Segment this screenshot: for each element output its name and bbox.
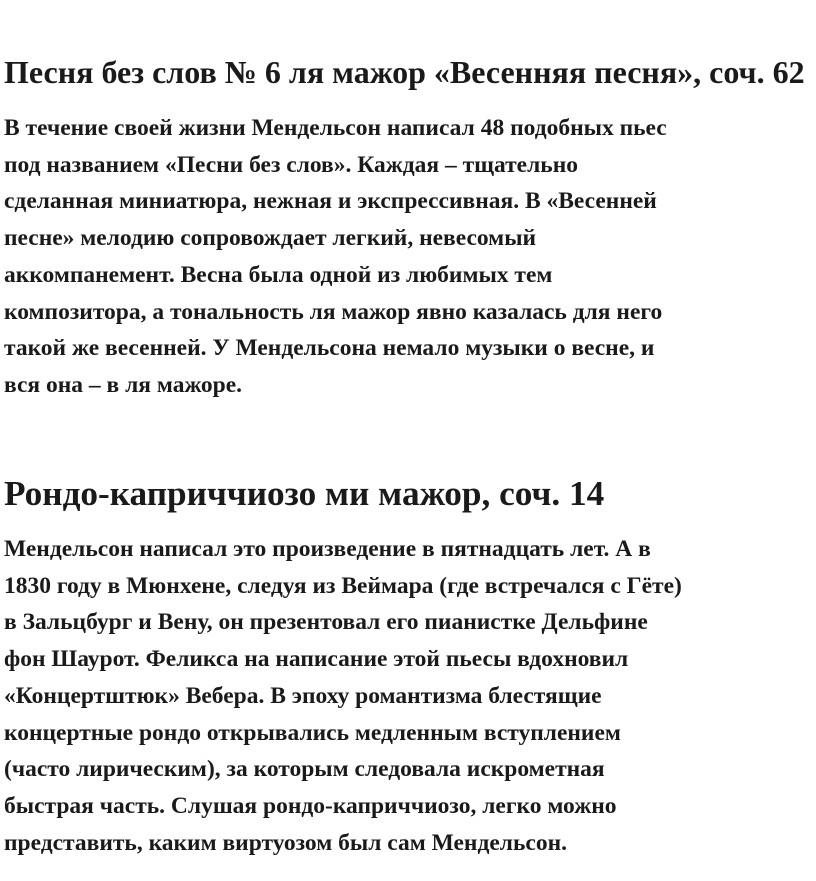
section-title-spring-song: Песня без слов № 6 ля мажор «Весенняя песня», соч. 62 [4, 54, 805, 90]
body-line: аккомпанемент. Весна была одной из любимых тем [4, 261, 553, 288]
body-line: «Концертштюк» Вебера. В эпоху романтизма блестящие [4, 682, 602, 709]
body-line: композитора, а тональность ля мажор явно казалась для него [4, 298, 663, 325]
body-line: песне» мелодию сопровождает легкий, невесомый [4, 225, 537, 252]
body-line: сделанная миниатюра, нежная и экспрессивная. В «Весенней [4, 188, 657, 215]
body-line: В течение своей жизни Мендельсон написал 48 подобных пьес [4, 115, 667, 141]
section-body-spring-song [4, 110, 810, 404]
body-line: такой же весенней. У Мендельсона немало музыки о весне, и [4, 335, 655, 362]
body-line: представить, каким виртуозом был сам Мендельсон. [4, 829, 567, 856]
body-line: Мендельсон написал это произведение в пятнадцать лет. А в [4, 536, 651, 562]
body-line: (часто лирическим), за которым следовала искрометная [4, 756, 605, 783]
body-line: концертные рондо открывались медленным вступлением [4, 719, 621, 746]
section-title-rondo-capriccioso: Рондо-каприччиозо ми мажор, соч. 14 [4, 474, 605, 513]
body-line: фон Шаурот. Феликса на написание этой пьесы вдохновил [4, 646, 629, 673]
body-line: быстрая часть. Слушая рондо-каприччиозо, легко можно [4, 792, 617, 819]
body-line: 1830 году в Мюнхене, следуя из Веймара (где встречался с Гёте) [4, 572, 682, 599]
body-line: под названием «Песни без слов». Каждая – тщательно [4, 151, 579, 178]
body-line: вся она – в ля мажоре. [4, 371, 243, 398]
body-line: в Зальцбург и Вену, он презентовал его пианистке Дельфине [4, 609, 648, 636]
section-body-rondo-capriccioso [4, 531, 810, 861]
